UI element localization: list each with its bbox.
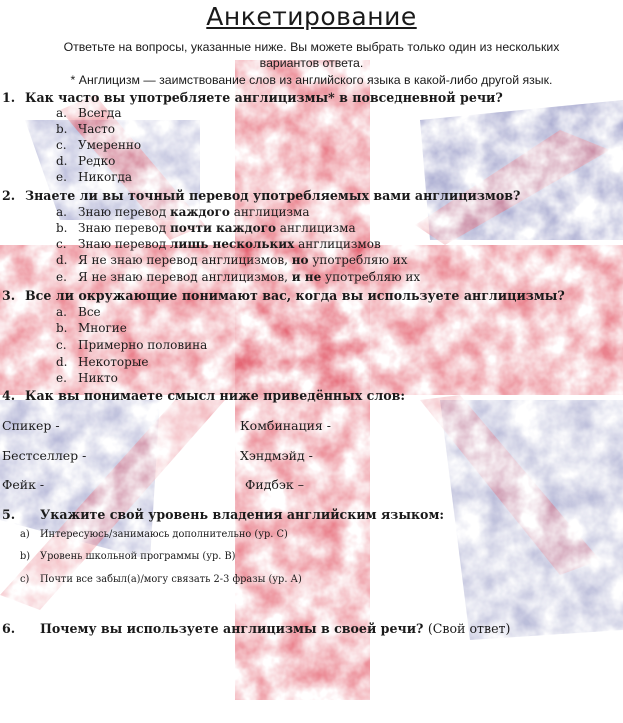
question-2 [2, 188, 520, 203]
word-feedback: Фидбэк – [245, 477, 304, 492]
q2-option-a[interactable]: a. Знаю перевод каждого англицизма [56, 205, 310, 219]
question-5 [2, 507, 444, 522]
q1-option-d[interactable]: d. Редко [56, 154, 116, 168]
q2-option-d[interactable]: d. Я не знаю перевод англицизмов, но употребляю их [56, 253, 408, 267]
q3-option-e[interactable]: e. Никто [56, 371, 118, 385]
q2-option-c[interactable]: c. Знаю перевод лишь нескольких англицизмов [56, 237, 381, 251]
q2-option-b[interactable]: b. Знаю перевод почти каждого англицизма [56, 221, 356, 235]
question-text: Почему вы используете англицизмы в своей речи? [40, 621, 424, 636]
q5-option-a[interactable]: a) Интересуюсь/занимаюсь дополнительно (ур. С) [20, 529, 288, 540]
q3-option-a[interactable]: a. Все [56, 305, 101, 319]
q1-option-e[interactable]: e. Никогда [56, 170, 133, 184]
word-combination: Комбинация - [240, 418, 332, 433]
question-6 [2, 621, 510, 636]
question-text: Укажите свой уровень владения английским языком: [40, 507, 445, 522]
question-number: 3. [2, 288, 16, 303]
question-4 [2, 388, 405, 403]
q3-option-b[interactable]: b. Многие [56, 321, 127, 335]
q3-option-c[interactable]: c. Примерно половина [56, 338, 208, 352]
word-bestseller: Бестселлер - [2, 448, 87, 463]
q2-option-e[interactable]: e. Я не знаю перевод англицизмов, и не употребляю их [56, 270, 421, 284]
word-fake: Фейк - [2, 477, 45, 492]
question-number: 6. [2, 621, 16, 636]
question-number: 1. [2, 90, 16, 105]
q1-option-a[interactable]: a. Всегда [56, 106, 122, 120]
question-text: Как вы понимаете смысл ниже приведённых слов: [25, 388, 406, 403]
anglicism-footnote: * Англицизм — заимствование слов из английского языка в какой-либо другой язык. [70, 73, 553, 87]
word-handmade: Хэндмэйд - [240, 448, 313, 463]
intro-line-1: Ответьте на вопросы, указанные ниже. Вы можете выбрать только один из нескольких [63, 40, 560, 54]
q5-option-c[interactable]: c) Почти все забыл(а)/могу связать 2-3 фразы (ур. А) [20, 574, 302, 585]
q1-option-c[interactable]: c. Умеренно [56, 138, 142, 152]
q1-option-b[interactable]: b. Часто [56, 122, 116, 136]
question-number: 2. [2, 188, 16, 203]
question-1 [2, 90, 503, 105]
question-number: 4. [2, 388, 16, 403]
page-title: Анкетирование [206, 2, 417, 31]
question-text: Все ли окружающие понимают вас, когда вы используете англицизмы? [25, 288, 565, 303]
intro-line-2: вариантов ответа. [259, 56, 364, 70]
q5-option-b[interactable]: b) Уровень школьной программы (ур. В) [20, 551, 236, 562]
own-answer-note: (Свой ответ) [427, 621, 511, 636]
question-text: Знаете ли вы точный перевод употребляемых вами англицизмов? [25, 188, 521, 203]
question-number: 5. [2, 507, 16, 522]
word-speaker: Спикер - [2, 418, 60, 433]
question-text: Как часто вы употребляете англицизмы* в повседневной речи? [25, 90, 503, 105]
question-3 [2, 288, 565, 303]
q3-option-d[interactable]: d. Некоторые [56, 355, 149, 369]
